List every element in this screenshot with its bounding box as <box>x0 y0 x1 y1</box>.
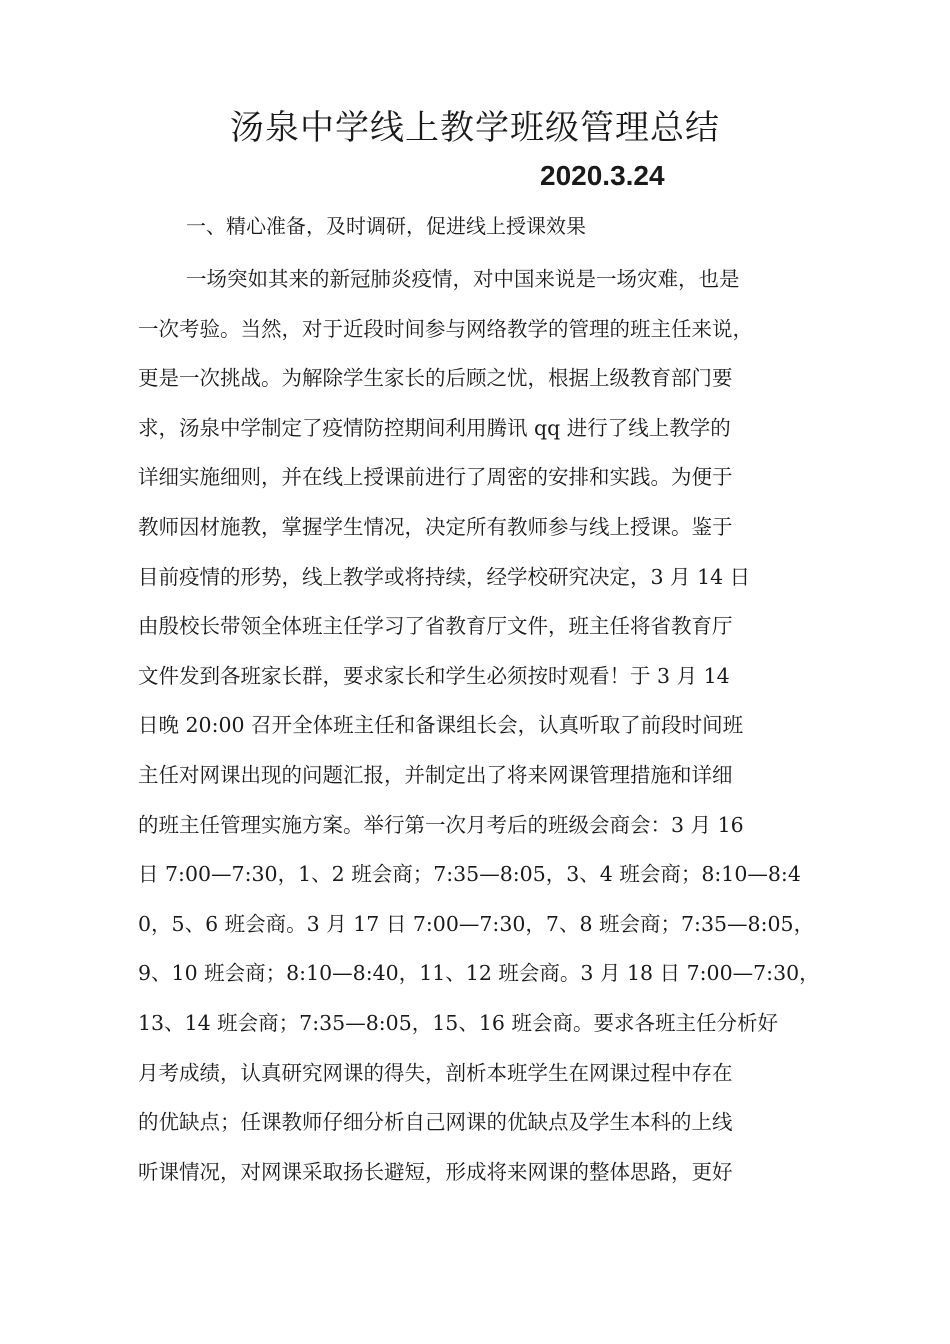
paragraph-line: 主任对网课出现的问题汇报，并制定出了将来网课管理措施和详细 <box>138 762 733 787</box>
paragraph-line: 教师因材施教，掌握学生情况，决定所有教师参与线上授课。鉴于 <box>138 514 733 539</box>
paragraph-line: 更是一次挑战。为解除学生家长的后顾之忧，根据上级教育部门要 <box>138 366 733 391</box>
paragraph-line: 一场突如其来的新冠肺炎疫情，对中国来说是一场灾难，也是 <box>186 267 740 291</box>
paragraph-line: 一次考验。当然，对于近段时间参与网络教学的管理的班主任来说， <box>138 316 753 341</box>
paragraph-line: 由殷校长带领全体班主任学习了省教育厅文件，班主任将省教育厅 <box>138 614 733 639</box>
paragraph-line: 月考成绩，认真研究网课的得失，剖析本班学生在网课过程中存在 <box>138 1060 733 1085</box>
paragraph-line: 的优缺点；任课教师仔细分析自己网课的优缺点及学生本科的上线 <box>138 1110 733 1135</box>
body-paragraph <box>138 263 838 1205</box>
section-heading: 一、精心准备，及时调研，促进线上授课效果 <box>186 214 586 238</box>
paragraph-line: 目前疫情的形势，线上教学或将持续，经学校研究决定，3 月 14 日 <box>138 564 751 589</box>
paragraph-line: 日 7:00—7:30，1、2 班会商；7:35—8:05，3、4 班会商；8:10—8:4 <box>138 862 801 887</box>
paragraph-line: 的班主任管理实施方案。举行第一次月考后的班级会商会：3 月 16 <box>138 812 744 837</box>
paragraph-line: 求，汤泉中学制定了疫情防控期间利用腾讯 qq 进行了线上教学的 <box>138 415 731 440</box>
paragraph-line: 文件发到各班家长群，要求家长和学生必须按时观看！于 3 月 14 <box>138 663 730 688</box>
paragraph-line: 日晚 20:00 召开全体班主任和备课组长会，认真听取了前段时间班 <box>138 713 744 738</box>
paragraph-line: 详细实施细则，并在线上授课前进行了周密的安排和实践。为便于 <box>138 465 733 490</box>
document-title: 汤泉中学线上教学班级管理总结 <box>230 108 720 148</box>
paragraph-line: 0，5、6 班会商。3 月 17 日 7:00—7:30，7、8 班会商；7:35—8:05， <box>138 911 815 936</box>
paragraph-line: 9、10 班会商；8:10—8:40，11、12 班会商。3 月 18 日 7:00—7:30， <box>138 961 820 986</box>
paragraph-line: 听课情况，对网课采取扬长避短，形成将来网课的整体思路，更好 <box>138 1159 733 1184</box>
paragraph-line: 13、14 班会商；7:35—8:05，15、16 班会商。要求各班主任分析好 <box>138 1010 778 1035</box>
document-date: 2020.3.24 <box>540 160 665 191</box>
